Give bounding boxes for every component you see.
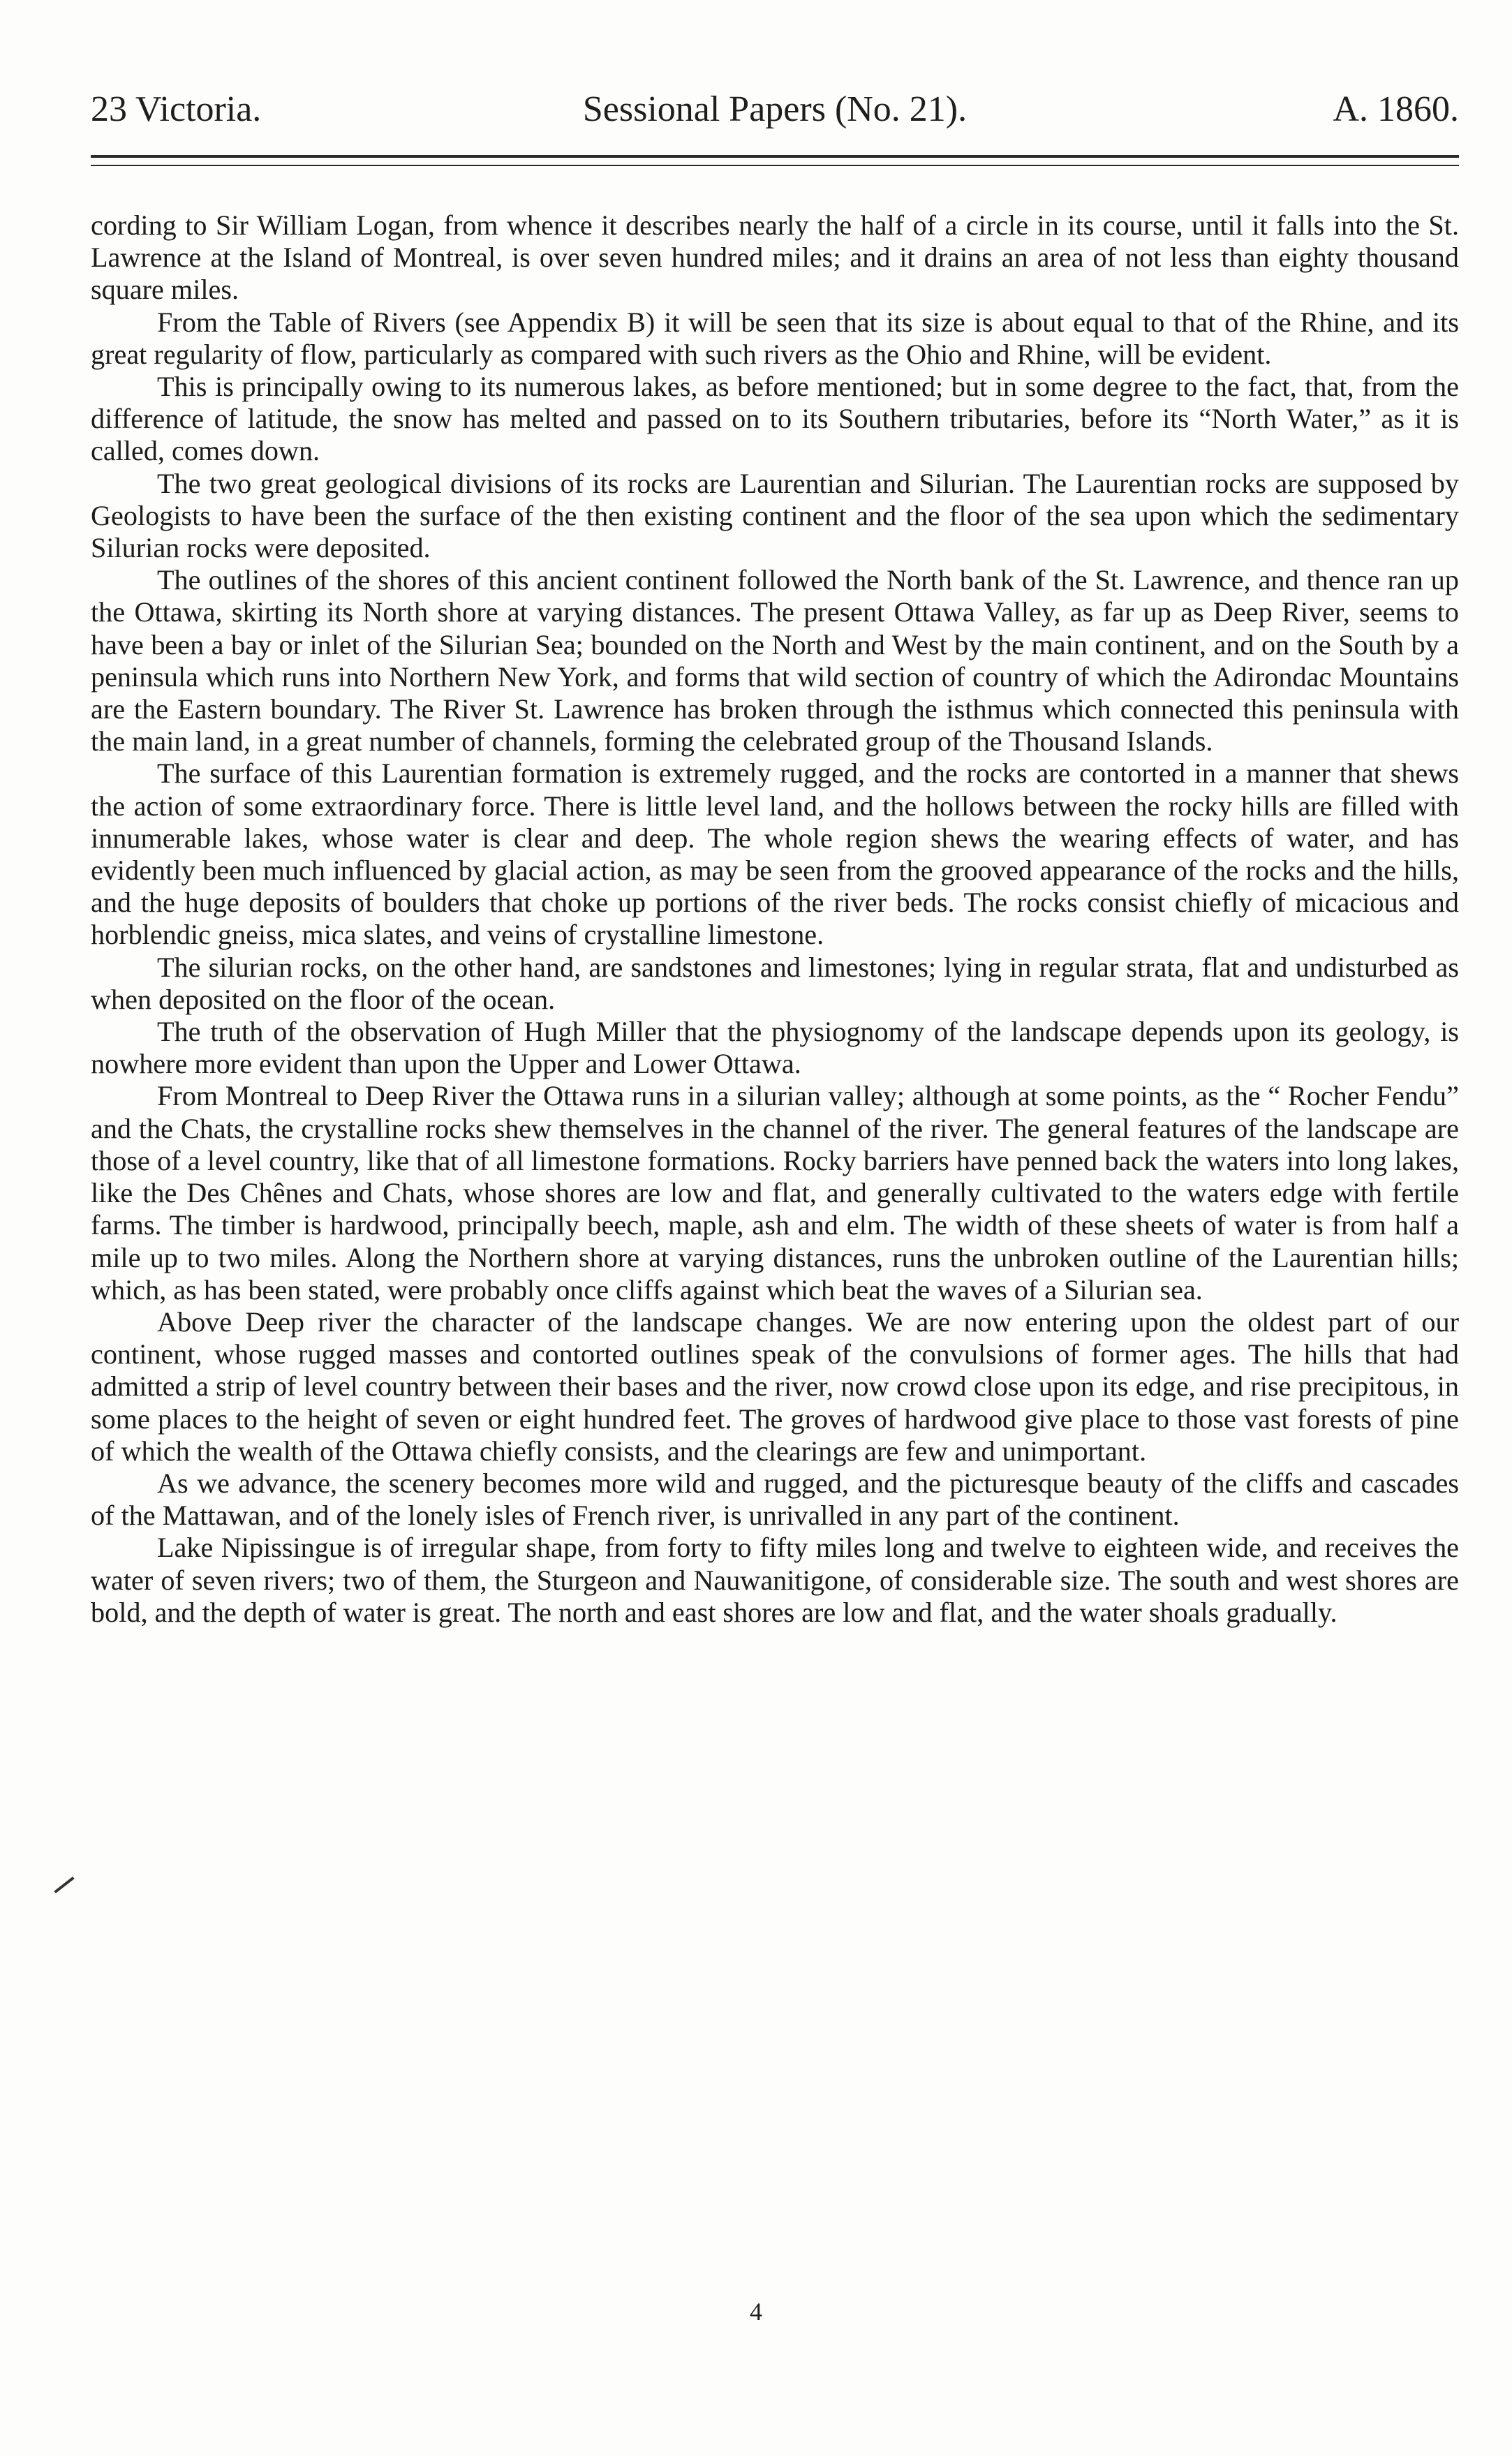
paragraph-7: The silurian rocks, on the other hand, are sandstones and limestones; lying in regular strata, flat and undisturbed as when deposited on the floor of the ocean. — [91, 951, 1459, 1015]
paragraph-1: cording to Sir William Logan, from whence it describes nearly the half of a circle in its course, until it falls into the St. Lawrence at the Island of Montreal, is over seven hundred miles; and it drains an area of not less than eighty thousand square miles. — [91, 209, 1459, 306]
paragraph-11: As we advance, the scenery becomes more wild and rugged, and the picturesque beauty of the cliffs and cascades of the Mattawan, and of the lonely isles of French river, is unrivalled in any part of the continent. — [91, 1467, 1459, 1532]
running-header — [91, 80, 1459, 143]
paragraph-6: The surface of this Laurentian formation is extremely rugged, and the rocks are contorted in a manner that shews the action of some extraordinary force. There is little level land, and the hollows between the rocky hills are filled with innumerable lakes, whose water is clear and deep. The whole region shews the wearing effects of water, and has evidently been much influenced by glacial action, as may be seen from the grooved appearance of the rocks and the hills, and the huge deposits of boulders that choke up portions of the river beds. The rocks consist chiefly of micacious and horblendic gneiss, mica slates, and veins of crystalline limestone. — [91, 757, 1459, 951]
body-text — [91, 209, 1459, 1629]
margin-pencil-mark — [54, 1877, 74, 1893]
page-number: 4 — [750, 2298, 762, 2325]
paragraph-9: From Montreal to Deep River the Ottawa runs in a silurian valley; although at some points, as the “ Rocher Fendu” and the Chats, the crystalline rocks shew themselves in the channel of the river. The general features of the landscape are those of a level country, like that of all limestone formations. Rocky barriers have penned back the waters into long lakes, like the Des Chênes and Chats, whose shores are low and flat, and generally cultivated to the waters edge with fertile farms. The timber is hardwood, principally beech, maple, ash and elm. The width of these sheets of water is from half a mile up to two miles. Along the Northern shore at varying distances, runs the unbroken outline of the Laurentian hills; which, as has been stated, were probably once cliffs against which beat the waves of a Silurian sea. — [91, 1080, 1459, 1305]
header-title: Sessional Papers (No. 21). — [582, 89, 968, 129]
header-year: A. 1860. — [1333, 89, 1459, 129]
header-rule-thick — [91, 155, 1459, 158]
paragraph-8: The truth of the observation of Hugh Miller that the physiognomy of the landscape depends upon its geology, is nowhere more evident than upon the Upper and Lower Ottawa. — [91, 1016, 1459, 1080]
paragraph-2: From the Table of Rivers (see Appendix B) it will be seen that its size is about equal to that of the Rhine, and its great regularity of flow, particularly as compared with such rivers as the Ohio and Rhine, will be evident. — [91, 306, 1459, 370]
paragraph-3: This is principally owing to its numerous lakes, as before mentioned; but in some degree to the fact, that, from the difference of latitude, the snow has melted and passed on to its Southern tributaries, before its “North Water,” as it is called, comes down. — [91, 371, 1459, 467]
paragraph-4: The two great geological divisions of its rocks are Laurentian and Silurian. The Laurentian rocks are supposed by Geologists to have been the surface of the then existing continent and the floor of the sea upon which the sedimentary Silurian rocks were deposited. — [91, 467, 1459, 564]
header-volume: 23 Victoria. — [91, 89, 262, 129]
paragraph-5: The outlines of the shores of this ancient continent followed the North bank of the St. Lawrence, and thence ran up the Ottawa, skirting its North shore at varying distances. The present Ottawa Valley, as far up as Deep River, seems to have been a bay or inlet of the Silurian Sea; bounded on the North and West by the main continent, and on the South by a peninsula which runs into Northern New York, and forms that wild section of country of which the Adirondac Mountains are the Eastern boundary. The River St. Lawrence has broken through the isthmus which connected this peninsula with the main land, in a great number of channels, forming the celebrated group of the Thousand Islands. — [91, 564, 1459, 757]
paragraph-10: Above Deep river the character of the landscape changes. We are now entering upon the oldest part of our continent, whose rugged masses and contorted outlines speak of the convulsions of former ages. The hills that had admitted a strip of level country between their bases and the river, now crowd close upon its edge, and rise precipitous, in some places to the height of seven or eight hundred feet. The groves of hardwood give place to those vast forests of pine of which the wealth of the Ottawa chiefly consists, and the clearings are few and unimportant. — [91, 1305, 1459, 1467]
paragraph-12: Lake Nipissingue is of irregular shape, from forty to fifty miles long and twelve to eighteen wide, and receives the water of seven rivers; two of them, the Sturgeon and Nauwanitigone, of considerable size. The south and west shores are bold, and the depth of water is great. The north and east shores are low and flat, and the water shoals gradually. — [91, 1532, 1459, 1628]
header-rule-thin — [91, 165, 1459, 166]
